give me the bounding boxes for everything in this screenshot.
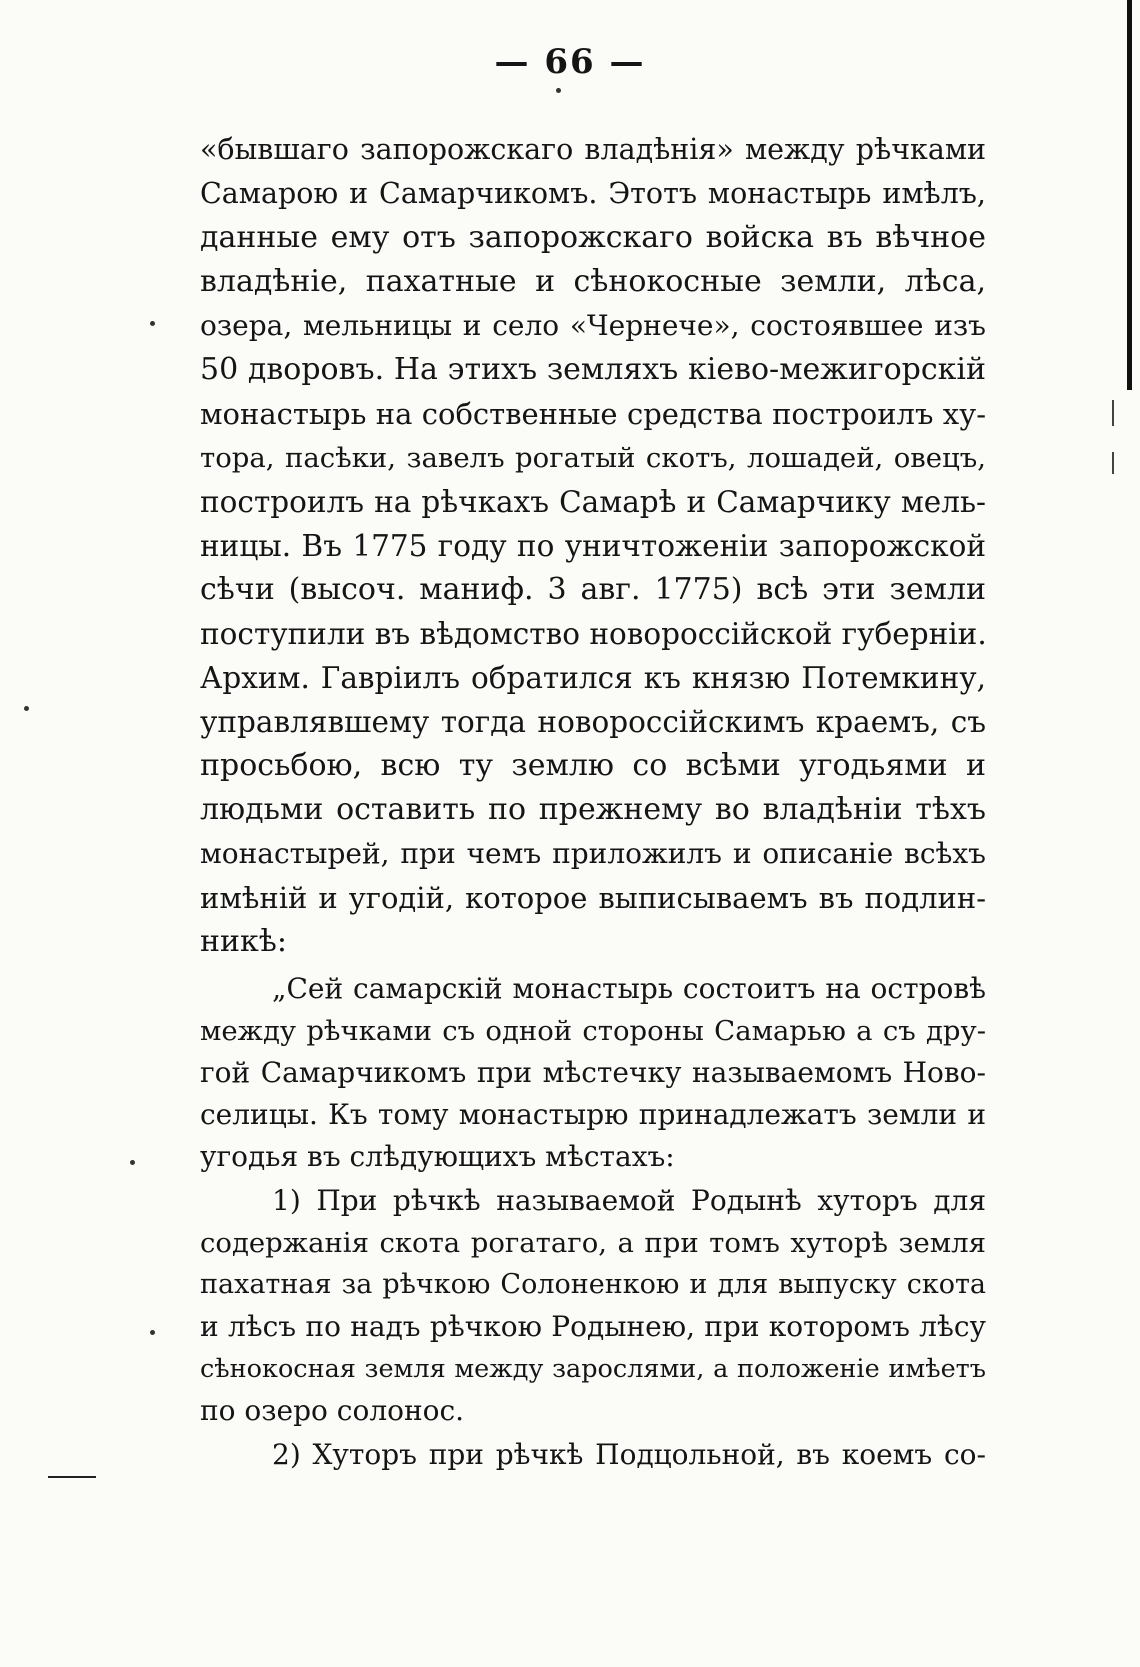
text-line: никѣ:	[200, 924, 287, 959]
paragraph	[200, 128, 986, 964]
text-line: между рѣчками съ одной стороны Самарью а съ дру-	[200, 1015, 986, 1047]
page-body	[200, 128, 986, 1476]
text-line: 1) При рѣчкѣ называемой Родынѣ хуторъ для	[272, 1184, 986, 1217]
text-line: Самарою и Самарчикомъ. Этотъ монастырь имѣлъ,	[200, 177, 986, 210]
text-line: просьбою, всю ту землю со всѣми угодьями и	[200, 748, 986, 783]
text-line: по озеро солонос.	[200, 1394, 465, 1427]
scan-edge-mark	[1112, 400, 1114, 426]
text-line: озера, мельницы и село «Чернече», состоявшее изъ	[200, 309, 986, 342]
text-line: тора, пасѣки, завелъ рогатый скотъ, лошадей, овецъ,	[200, 442, 986, 474]
text-line: поступили въ вѣдомство новороссійской губерніи.	[200, 617, 987, 651]
text-line: владѣніе, пахатные и сѣнокосные земли, лѣса,	[200, 264, 986, 299]
list-item-1	[200, 1180, 986, 1432]
quoted-inventory	[200, 968, 986, 1178]
text-line: 2) Хуторъ при рѣчкѣ Подцольной, въ коемъ со-	[272, 1438, 986, 1471]
scan-speck	[150, 321, 155, 326]
text-line: Архим. Гавріилъ обратился къ князю Потемкину,	[200, 661, 986, 695]
text-line: „Сей самарскій монастырь состоитъ на островѣ	[272, 972, 986, 1005]
text-line: селицы. Къ тому монастырю принадлежатъ земли и	[200, 1098, 986, 1131]
scan-speck	[24, 706, 29, 711]
text-line: имѣній и угодій, которое выписываемъ въ подлин-	[200, 881, 986, 915]
text-line: данные ему отъ запорожскаго войска въ вѣчное	[200, 220, 986, 255]
text-line: ницы. Въ 1775 году по уничтоженіи запорожской	[200, 529, 986, 563]
text-line: «бывшаго запорожскаго владѣнія» между рѣчками	[200, 133, 986, 166]
text-line: людьми оставить по прежнему во владѣніи тѣхъ	[200, 792, 986, 827]
text-line: сѣнокосная земля между зарослями, а положеніе имѣетъ	[200, 1354, 986, 1384]
scan-speck	[150, 1330, 155, 1335]
text-line: построилъ на рѣчкахъ Самарѣ и Самарчику мель-	[200, 485, 986, 519]
text-line: и лѣсъ по надъ рѣчкою Родынею, при которомъ лѣсу	[200, 1310, 986, 1343]
scan-edge-bar	[1127, 0, 1132, 390]
scan-left-mark	[48, 1476, 96, 1478]
scan-speck	[130, 1160, 135, 1165]
text-line: управлявшему тогда новороссійскимъ краемъ, съ	[200, 705, 986, 739]
text-line: монастырь на собственные средства построилъ ху-	[200, 397, 986, 431]
text-line: 50 дворовъ. На этихъ земляхъ кіево-межигорскій	[200, 352, 986, 387]
text-line: пахатная за рѣчкою Солоненкою и для выпуску скота	[200, 1269, 986, 1300]
scan-edge-mark	[1112, 452, 1114, 474]
text-line: монастырей, при чемъ приложилъ и описаніе всѣхъ	[200, 837, 986, 870]
scan-speck	[556, 88, 561, 93]
text-line: содержанія скота рогатаго, а при томъ хуторѣ земля	[200, 1227, 986, 1259]
text-line: угодья въ слѣдующихъ мѣстахъ:	[200, 1140, 675, 1173]
page-number: — 66 —	[494, 42, 646, 82]
text-line: гой Самарчикомъ при мѣстечку называемомъ Ново-	[200, 1056, 986, 1089]
list-item-2	[200, 1434, 986, 1476]
text-line: сѣчи (высоч. маниф. 3 авг. 1775) всѣ эти земли	[200, 572, 986, 607]
